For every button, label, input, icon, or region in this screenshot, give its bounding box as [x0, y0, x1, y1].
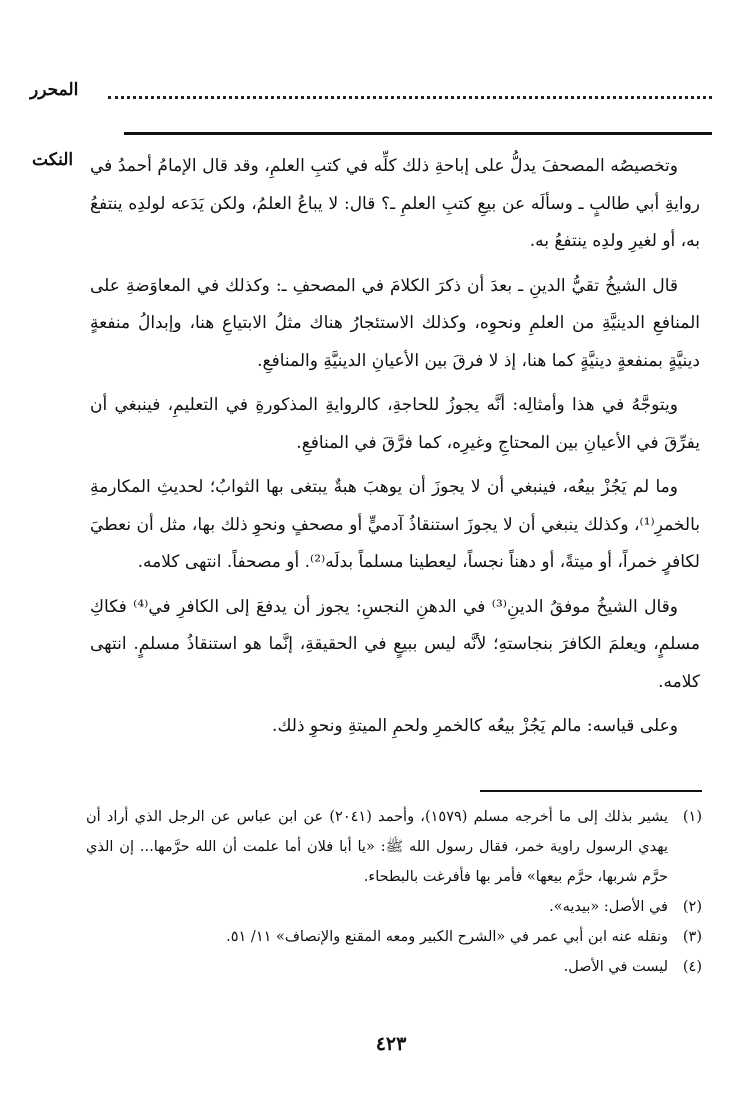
footnote-text: ونقله عنه ابن أبي عمر في «الشرح الكبير ومعه المقنع والإنصاف» ١١/ ٥١.: [226, 929, 668, 945]
header-rule: [124, 132, 712, 135]
page-number: ٤٢٣: [375, 1033, 407, 1055]
running-header-title: المحرر: [30, 80, 79, 100]
header-dotted-leader: [108, 96, 712, 99]
paragraph: وما لم يَجُزْ بيعُه، فينبغي أن لا يجوزَ أن يوهبَ هبةٌ يبتغى بها الثوابُ؛ لحديثِ المكارمةِ بالخمرِ⁽¹⁾، وكذلك ينبغي أن لا يجوزَ استنقاذُ آدميٍّ أو مصحفٍ ونحوِ ذلك بها، مثل أن نعطيَ لكافرٍ خمراً، أو ميتةً، أو دهناً نجساً، ليعطينا مسلماً بدلَه⁽²⁾. أو مصحفاً. انتهى كلامه.: [90, 477, 700, 572]
paragraph: ويتوجَّهُ في هذا وأمثالِه: أنَّه يجوزُ للحاجةِ، كالروايةِ المذكورةِ في التعليمِ، فينبغي أن يفرِّقَ في الأعيانِ بين المحتاجِ وغيرِه، كما فرَّقَ في المنافعِ.: [90, 395, 700, 453]
footnote: [86, 892, 702, 922]
footnote-separator: [480, 790, 702, 792]
footnotes: [86, 802, 702, 982]
footnote-text: في الأصل: «بيديه».: [549, 899, 668, 915]
footnote: [86, 922, 702, 952]
paragraph: وقال الشيخُ موفقُ الدينِ⁽³⁾ في الدهنِ النجسِ: يجوز أن يدفعَ إلى الكافرِ في⁽⁴⁾ فكاكِ مسلمٍ، ويعلمَ الكافرَ بنجاستهِ؛ لأنَّه ليس ببيعٍ في الحقيقةِ، إنَّما هو استنقاذُ مسلمٍ. انتهى كلامه.: [90, 596, 700, 692]
footnote: [86, 802, 702, 892]
footnote-number: (٤): [682, 959, 702, 975]
paragraph: قال الشيخُ تقيُّ الدينِ ـ بعدَ أن ذكرَ الكلامَ في المصحفِ ـ: وكذلك في المعاوَضةِ على المنافعِ الدينيَّةِ من العلمِ ونحوِه، وكذلك الاستئجارُ هناك مثلُ الابتياعِ هنا، وإبدالُ منفعةٍ دينيَّةٍ بمنفعةٍ دينيَّةٍ كما هنا، إذ لا فرقَ بين الأعيانِ الدينيَّةِ والمنافعِ.: [90, 275, 700, 371]
footnote-text: ليست في الأصل.: [563, 959, 668, 975]
footnote-text: يشير بذلك إلى ما أخرجه مسلم (١٥٧٩)، وأحمد (٢٠٤١) عن ابن عباس عن الرجل الذي أراد أن يهدي الرسول راوية خمر، فقال رسول الله ﷺ: «يا أبا فلان أما علمت أن الله حرَّمها... إن الذي حرَّم شربها، حرَّم بيعها» فأمر بها فأفرغت بالبطحاء.: [86, 809, 669, 885]
footnote-number: (٢): [682, 899, 702, 915]
paragraph: وتخصيصُه المصحفَ يدلُّ على إباحةِ ذلك كلِّه في كتبِ العلمِ، وقد قال الإمامُ أحمدُ في روايةِ أبي طالبٍ ـ وسألَه عن بيعِ كتبِ العلمِ ـ؟ قال: لا يباعُ العلمُ، ولكن يَدَعه لولدِه ينتفعُ به، أو لغيرِ ولدِه ينتفعُ به.: [90, 156, 700, 251]
footnote-number: (٣): [682, 929, 702, 945]
paragraph: وعلى قياسه: مالم يَجُزْ بيعُه كالخمرِ ولحمِ الميتةِ ونحوِ ذلك.: [272, 716, 678, 736]
footnote-number: (١): [682, 809, 702, 825]
footnote: [86, 952, 702, 982]
main-text: [90, 148, 700, 753]
margin-label: النكت: [32, 150, 74, 170]
